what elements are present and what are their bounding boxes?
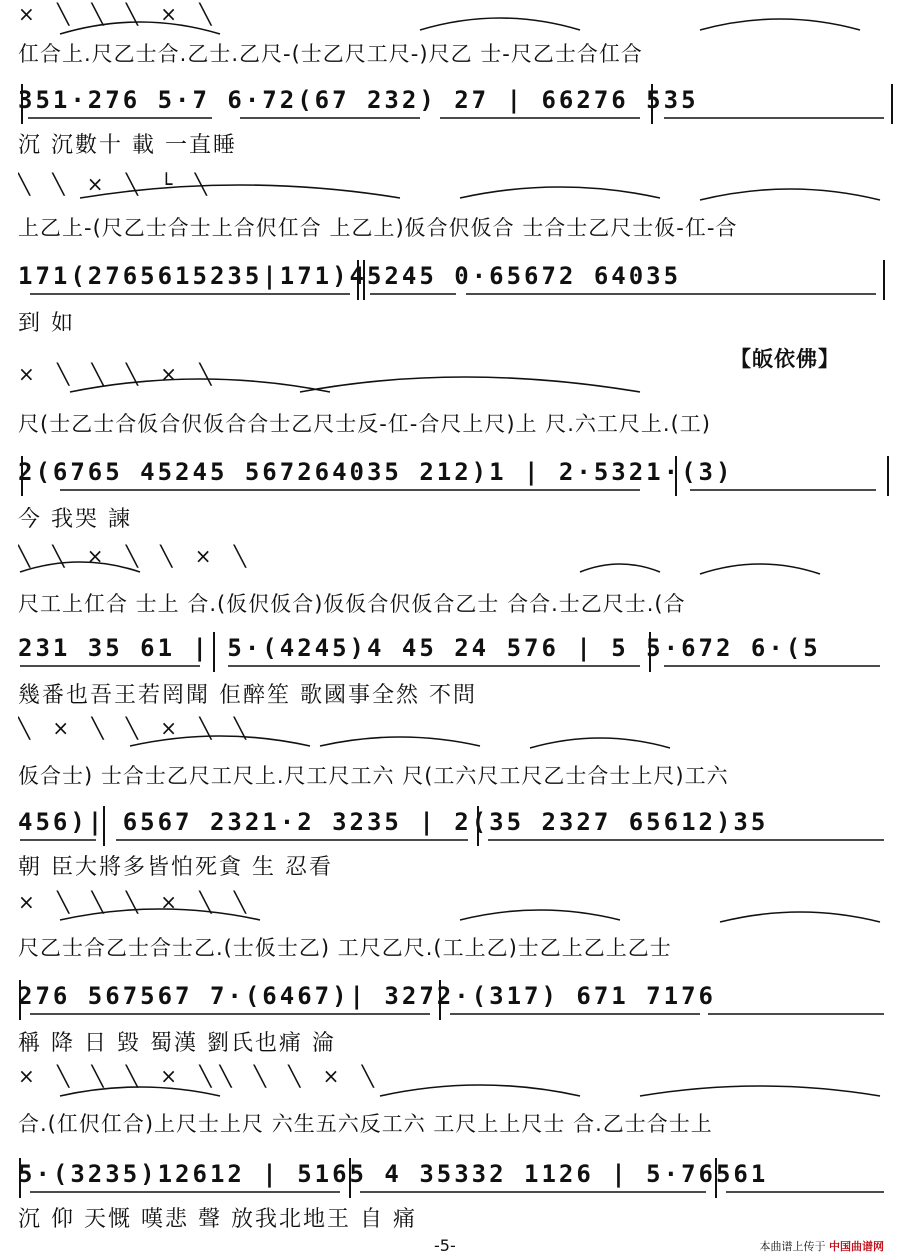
articulation-marks: ╲ ╲ × ╲ └ ╲ (18, 172, 215, 196)
lyrics-line: 沉 仰 天慨 嘆悲 聲 放我北地王 自 痛 (18, 1207, 417, 1232)
numbered-notation: 456)| 6567 2321·2 3235 | 2(35 2327 65612)35 (18, 808, 769, 836)
lyrics-line: 到 如 (18, 311, 75, 336)
lyrics-line: 稱 降 日 毀 蜀漢 劉氏也痛 淪 (18, 1031, 336, 1056)
gongche-notation: 合.(仜伬仜合)上尺士上尺 六生五六反工六 工尺上上尺士 合.乙士合士上 (18, 1112, 713, 1136)
gongche-notation: 上乙上-(尺乙士合士上合伬仜合 上乙上)仮合伬仮合 士合士乙尺士仮-仜-合 (18, 216, 738, 240)
gongche-notation: 仜合上.尺乙士合.乙士.乙尺-(士乙尺工尺-)尺乙 士-尺乙士合仜合 (18, 42, 643, 66)
numbered-notation: 276 567567 7·(6467)| 3272·(317) 671 7176 (18, 982, 716, 1010)
articulation-marks: × ╲ ╲ ╲ × ╲ (18, 2, 220, 26)
gongche-notation: 尺乙士合乙士合士乙.(士仮士乙) 工尺乙尺.(工上乙)士乙上乙上乙士 (18, 936, 672, 960)
lyrics-line: 沉 沉數十 載 一直睡 (18, 133, 237, 158)
lyrics-line: 朝 臣大將多皆怕死貪 生 忍看 (18, 855, 333, 880)
page-number: -5- (434, 1236, 456, 1255)
gongche-notation: 仮合士) 士合士乙尺工尺上.尺工尺工六 尺(工六尺工尺乙士合士上尺)工六 (18, 764, 729, 788)
articulation-marks: × ╲ ╲ ╲ × ╲╲ ╲ ╲ × ╲ (18, 1064, 382, 1088)
page-footer (0, 1236, 900, 1257)
gongche-notation: 尺工上仜合 士上 合.(仮伬仮合)仮仮合伬仮合乙士 合合.士乙尺士.(合 (18, 592, 686, 616)
articulation-marks: × ╲ ╲ ╲ × ╲ (18, 362, 220, 386)
lyrics-line: 幾番也吾王若罔聞 佢醉笙 歌國事全然 不問 (18, 683, 477, 708)
gongche-notation: 尺(士乙士合仮合伬仮合合士乙尺士反-仜-合尺上尺)上 尺.六工尺上.(工) (18, 412, 711, 436)
upload-credit (760, 1238, 885, 1254)
numbered-notation: 351·276 5·7 6·72(67 232) 27 | 66276 535 (18, 86, 699, 114)
credit-site: 中国曲谱网 (829, 1240, 884, 1253)
numbered-notation: 2(6765 45245 567264035 212)1 | 2·5321·(3) (18, 458, 734, 486)
articulation-marks: × ╲ ╲ ╲ × ╲ ╲ (18, 890, 254, 914)
section-label: 【皈依佛】 (730, 347, 840, 371)
articulation-marks: ╲ × ╲ ╲ × ╲ ╲ (18, 716, 254, 740)
numbered-notation: 5·(3235)12612 | 5165 4 35332 1126 | 5·76561 (18, 1160, 769, 1188)
articulation-marks: ╲ ╲ × ╲ ╲ × ╲ (18, 544, 254, 568)
numbered-notation: 171(2765615235|171)45245 0·65672 64035 (18, 262, 682, 290)
lyrics-line: 今 我哭 諫 (18, 507, 132, 532)
numbered-notation: 231 35 61 | 5·(4245)4 45 24 576 | 5 5·672 6·(5 (18, 634, 821, 662)
credit-text: 本曲谱上传于 (759, 1240, 826, 1253)
